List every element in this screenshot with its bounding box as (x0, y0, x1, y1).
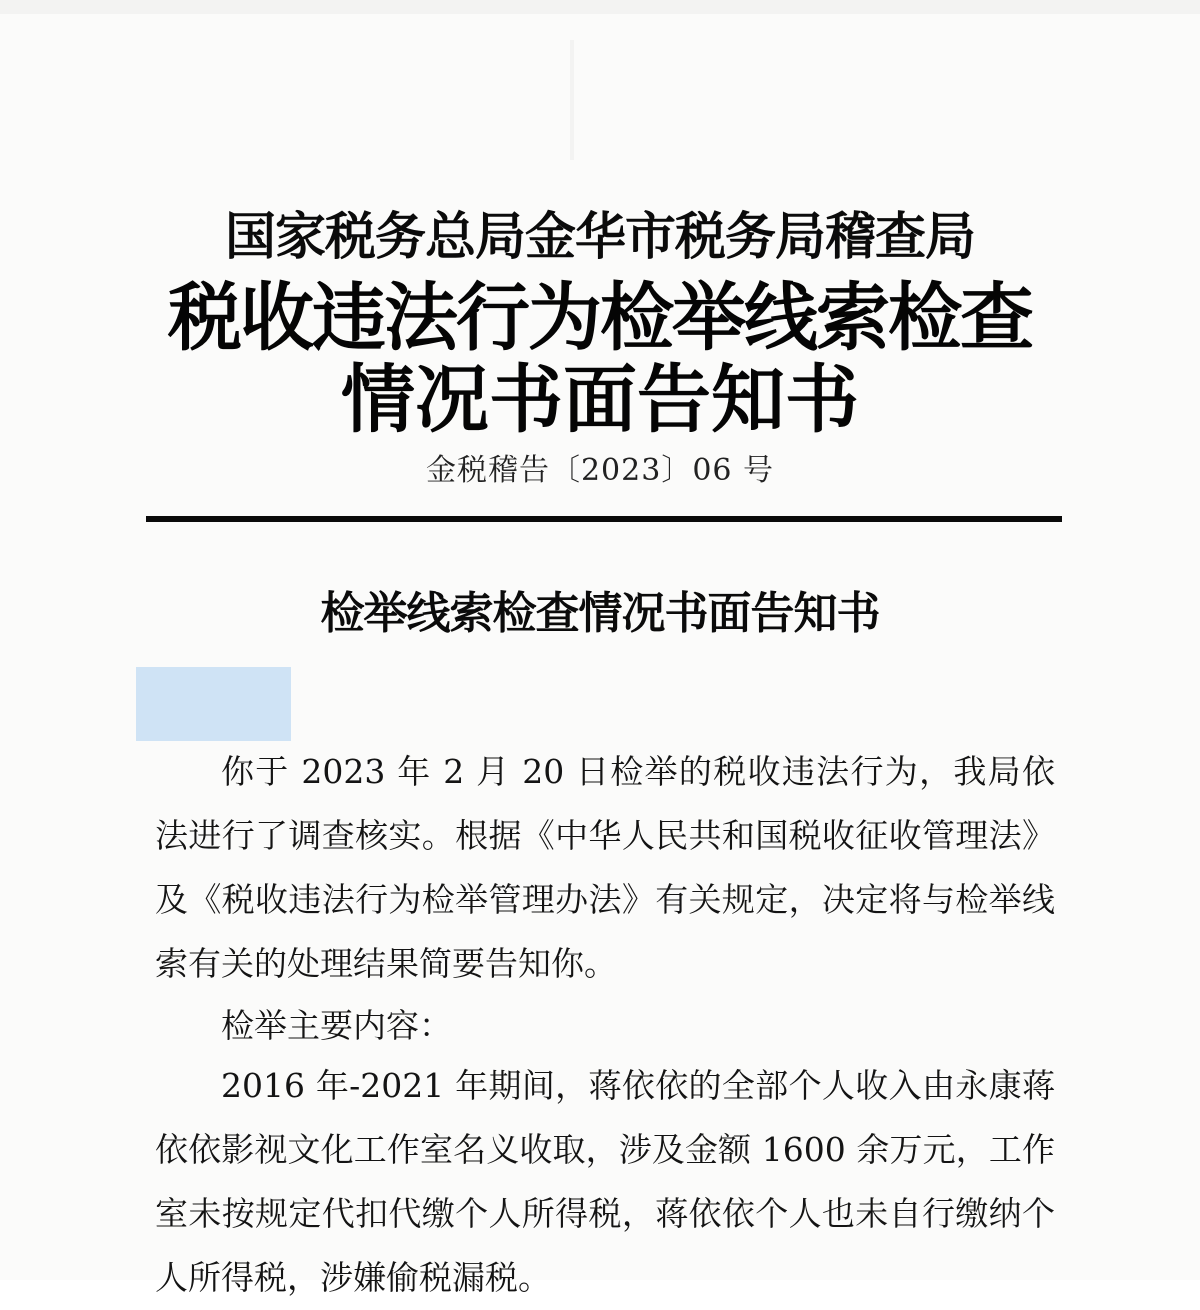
paragraph-text: 检举主要内容： (221, 1006, 452, 1045)
body-paragraph-3 (155, 1054, 1055, 1310)
document-title-line-2: 情况书面告知书 (341, 357, 859, 443)
paragraph-text: 你于 2023 年 2 月 20 日检举的税收违法行为，我局依法进行了调查核实。根据《中华人民共和国税收征收管理法》及《税收违法行为检举管理办法》有关规定，决定将与检举线索有关的处理结果简要告知你。 (155, 752, 1055, 983)
document-title-line-1: 税收违法行为检举线索检查 (168, 275, 1032, 361)
body-paragraph-1 (155, 740, 1055, 996)
header-divider (146, 516, 1062, 522)
body-paragraph-2 (155, 994, 1055, 1058)
redacted-recipient-name (136, 667, 291, 741)
notice-subtitle: 检举线索检查情况书面告知书 (320, 588, 880, 639)
scan-artifact (570, 40, 574, 160)
scan-artifact (0, 0, 1200, 14)
issuing-agency: 国家税务总局金华市税务局稽查局 (224, 208, 975, 267)
document-number: 金税稽告〔2023〕06 号 (425, 453, 775, 488)
paragraph-text: 2016 年-2021 年期间，蒋依依的全部个人收入由永康蒋依依影视文化工作室名义收取，涉及金额 1600 余万元，工作室未按规定代扣代缴个人所得税，蒋依依个人也未自行缴纳个人所得税，涉嫌偷税漏税。 (155, 1066, 1055, 1297)
